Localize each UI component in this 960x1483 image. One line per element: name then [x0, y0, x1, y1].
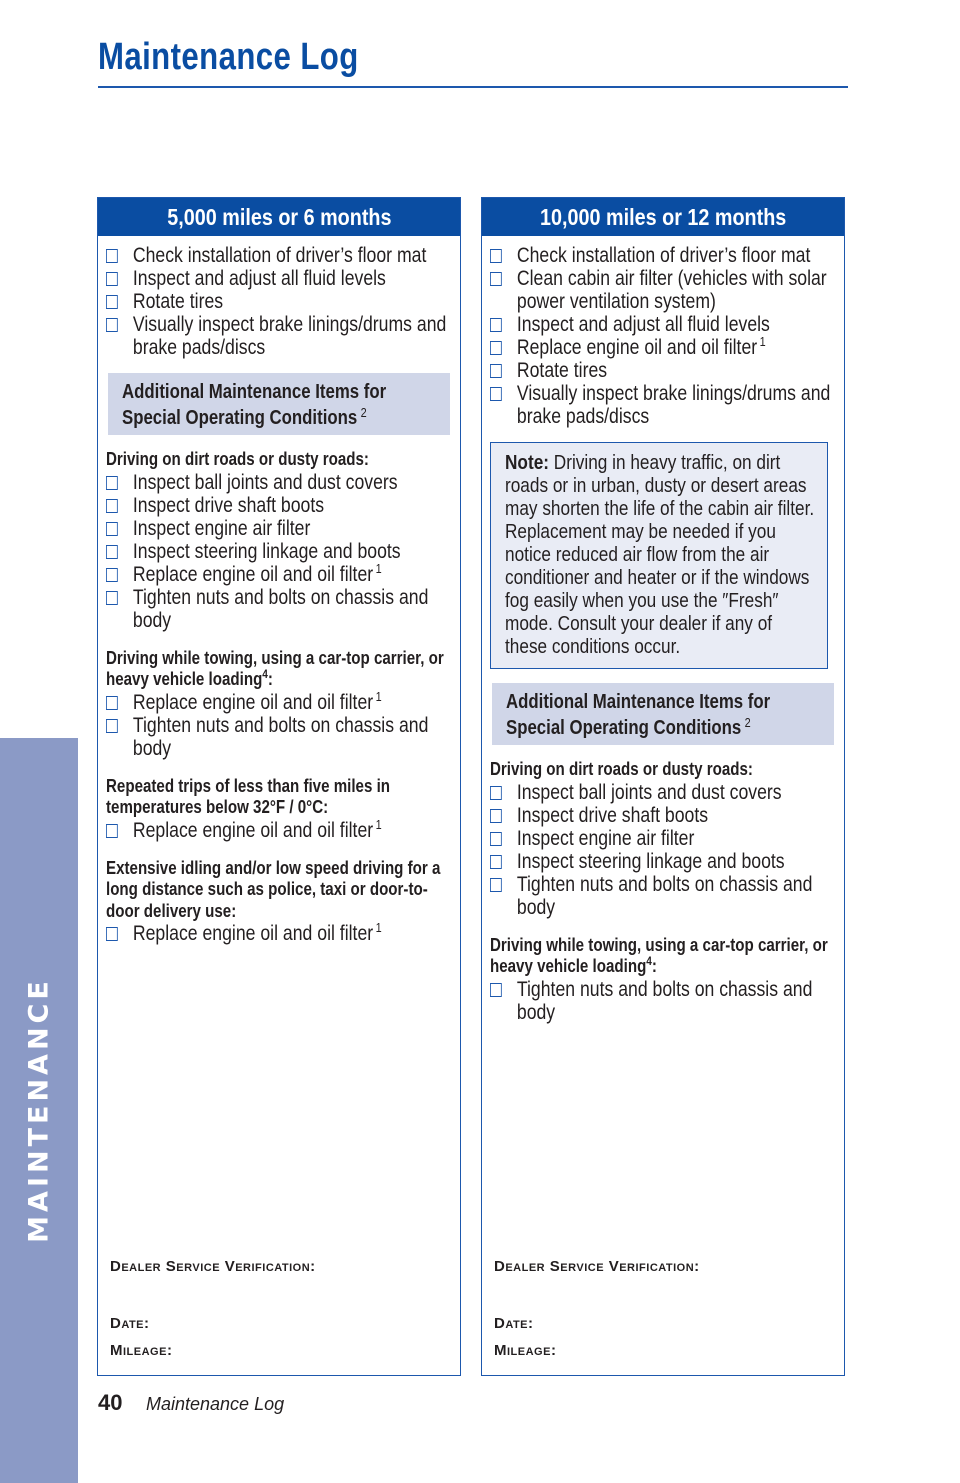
checklist-item[interactable]: [490, 978, 836, 1024]
checkbox-icon[interactable]: [106, 568, 118, 582]
footnote-ref: 1: [375, 560, 382, 576]
checklist-item[interactable]: [106, 540, 452, 563]
checklist-item-label: Tighten nuts and bolts on chassis and body: [516, 872, 813, 919]
checklist-item[interactable]: [106, 244, 452, 267]
group-heading: Driving while towing, using a car-top carrier, or heavy vehicle loading$^4$:: [106, 647, 444, 689]
footnote-ref: 4: [262, 667, 268, 681]
checkbox-icon[interactable]: [490, 878, 502, 892]
checklist-item-label: Inspect drive shaft boots: [516, 803, 709, 827]
dealer-verification-label: Dealer Service Verification:: [494, 1258, 700, 1275]
condition-groups: [490, 759, 836, 1024]
checkbox-icon[interactable]: [106, 295, 118, 309]
footnote-ref: 4: [646, 954, 652, 968]
checklist-item[interactable]: [106, 494, 452, 517]
footnote-ref: 1: [375, 920, 382, 935]
checklist-item[interactable]: [106, 313, 452, 359]
note-text: [505, 451, 815, 658]
checkbox-icon[interactable]: [490, 341, 502, 355]
checklist-item-label: Inspect drive shaft boots: [132, 493, 325, 517]
checklist-item[interactable]: [490, 873, 836, 919]
footnote-ref: 1: [375, 816, 382, 832]
interval-column-5000: [97, 197, 461, 1376]
checklist-item[interactable]: [490, 244, 836, 267]
checklist-item[interactable]: [490, 336, 836, 359]
group-heading: Driving on dirt roads or dusty roads:: [106, 449, 369, 469]
special-conditions-title: [506, 689, 820, 741]
checklist-item[interactable]: [106, 471, 452, 494]
condition-groups: [106, 449, 452, 945]
special-conditions-title: [122, 379, 436, 431]
group-heading: Extensive idling and/or low speed driving for a long distance such as police, taxi or door-to-door delivery use:: [106, 857, 441, 921]
checkbox-icon[interactable]: [490, 983, 502, 997]
checklist-item[interactable]: [106, 816, 452, 842]
checklist-item-label: Clean cabin air filter (vehicles with solar power ventilation system): [516, 267, 827, 313]
footer-section-label: Maintenance Log: [146, 1394, 285, 1414]
column-body: [98, 236, 460, 945]
special-conditions-line1: Additional Maintenance Items for: [506, 691, 771, 713]
date-label: Date:: [110, 1315, 150, 1332]
special-conditions-line1: Additional Maintenance Items for: [122, 381, 387, 403]
checklist-item[interactable]: [490, 313, 836, 336]
column-content: [106, 244, 452, 359]
checkbox-icon[interactable]: [106, 318, 118, 332]
column-header-label: 5,000 miles or 6 months: [166, 204, 392, 230]
checklist-item-label: Replace engine oil and oil filter: [132, 562, 374, 586]
footnote-ref: 1: [759, 334, 766, 349]
checkbox-icon[interactable]: [490, 249, 502, 263]
checkbox-icon[interactable]: [490, 364, 502, 378]
dealer-verification-label: Dealer Service Verification:: [110, 1258, 316, 1275]
checkbox-icon[interactable]: [490, 387, 502, 401]
checklist-item[interactable]: [106, 688, 452, 714]
special-conditions-line2: Special Operating Conditions: [122, 407, 358, 429]
checklist-item-label: Inspect steering linkage and boots: [132, 539, 401, 563]
checkbox-icon[interactable]: [490, 272, 502, 286]
checklist-item[interactable]: [490, 267, 836, 313]
checklist-item-label: Tighten nuts and bolts on chassis and body: [132, 585, 429, 632]
checkbox-icon[interactable]: [106, 545, 118, 559]
checklist-item[interactable]: [490, 804, 836, 827]
cabin-filter-note: [490, 442, 828, 669]
checklist-item[interactable]: [106, 290, 452, 313]
checklist-item[interactable]: [106, 267, 452, 290]
checkbox-icon[interactable]: [106, 824, 118, 838]
checklist-item-label: Inspect ball joints and dust covers: [516, 780, 782, 804]
special-conditions-banner: [108, 373, 450, 435]
checkbox-icon[interactable]: [106, 696, 118, 710]
checklist-item-label: Inspect engine air filter: [516, 826, 695, 850]
checkbox-icon[interactable]: [106, 591, 118, 605]
checkbox-icon[interactable]: [106, 927, 118, 941]
mileage-label: Mileage:: [494, 1342, 557, 1359]
page-title: Maintenance Log: [98, 36, 359, 78]
checklist-item-label: Replace engine oil and oil filter: [132, 818, 374, 842]
checklist-item[interactable]: [490, 850, 836, 873]
checklist-item[interactable]: [490, 382, 836, 428]
checklist-item-label: Rotate tires: [516, 359, 608, 382]
checklist-item-label: Visually inspect brake linings/drums and brake pads/discs: [132, 313, 447, 359]
checklist-item[interactable]: [106, 586, 452, 632]
checklist-item[interactable]: [106, 922, 452, 945]
checklist-item[interactable]: [106, 714, 452, 760]
checklist-item[interactable]: [106, 517, 452, 540]
checkbox-icon[interactable]: [490, 809, 502, 823]
side-tab-label: MAINTENANCE: [23, 977, 55, 1243]
checklist-item-label: Inspect and adjust all fluid levels: [516, 313, 770, 336]
footnote-ref: 2: [360, 405, 367, 420]
column-header: [482, 198, 844, 236]
checklist-item-label: Rotate tires: [132, 290, 224, 313]
checkbox-icon[interactable]: [106, 476, 118, 490]
footnote-ref: 1: [375, 688, 382, 704]
checkbox-icon[interactable]: [490, 832, 502, 846]
column-body: [482, 236, 844, 1024]
note-label: Note:: [505, 451, 550, 474]
checklist-item-label: Inspect steering linkage and boots: [516, 849, 785, 873]
checklist-item-label: Inspect engine air filter: [132, 516, 311, 540]
title-divider: [98, 86, 848, 88]
group-heading: Driving on dirt roads or dusty roads:: [490, 759, 753, 779]
checklist-item[interactable]: [490, 827, 836, 850]
checkbox-icon[interactable]: [490, 855, 502, 869]
checklist-item[interactable]: [490, 359, 836, 382]
checkbox-icon[interactable]: [106, 272, 118, 286]
group-heading: Repeated trips of less than five miles in temperatures below 32°F / 0°C:: [106, 775, 391, 817]
page-number: 40: [98, 1390, 123, 1415]
checklist-item-label: Tighten nuts and bolts on chassis and body: [516, 977, 813, 1024]
footnote-ref: 2: [744, 715, 751, 730]
column-header-label: 10,000 miles or 12 months: [539, 204, 787, 230]
checklist-item-label: Replace engine oil and oil filter: [132, 690, 374, 714]
checkbox-icon[interactable]: [490, 318, 502, 332]
date-label: Date:: [494, 1315, 534, 1332]
checklist-item[interactable]: [490, 781, 836, 804]
special-conditions-banner: [492, 683, 834, 745]
checkbox-icon[interactable]: [106, 499, 118, 513]
checklist-item-label: Inspect and adjust all fluid levels: [132, 267, 386, 290]
checkbox-icon[interactable]: [106, 522, 118, 536]
checklist-item-label: Check installation of driver’s floor mat: [132, 244, 427, 267]
interval-column-10000: [481, 197, 845, 1376]
checklist-item-label: Visually inspect brake linings/drums and brake pads/discs: [516, 382, 831, 428]
checkbox-icon[interactable]: [490, 786, 502, 800]
special-conditions-line2: Special Operating Conditions: [506, 717, 742, 739]
checklist-item[interactable]: [106, 560, 452, 586]
checklist-item-label: Check installation of driver’s floor mat: [516, 244, 811, 267]
column-header: [98, 198, 460, 236]
checklist-item-label: Replace engine oil and oil filter: [132, 922, 374, 945]
note-body: Driving in heavy traffic, on dirt roads or in urban, dusty or desert areas may shorten the life of the cabin air filter. Replacement may be needed if you notice reduced air flow from the air conditioner and heater or if the windows fog easily when you use the ″Fresh″ mode. Consult your dealer if any of these conditions occur.: [505, 451, 815, 658]
checklist-item-label: Tighten nuts and bolts on chassis and body: [132, 713, 429, 760]
checklist-item-label: Replace engine oil and oil filter: [516, 336, 758, 359]
checkbox-icon[interactable]: [106, 249, 118, 263]
column-content: [490, 244, 836, 428]
mileage-label: Mileage:: [110, 1342, 173, 1359]
checkbox-icon[interactable]: [106, 719, 118, 733]
checklist-item-label: Inspect ball joints and dust covers: [132, 470, 398, 494]
group-heading: Driving while towing, using a car-top carrier, or heavy vehicle loading$^4$:: [490, 934, 828, 976]
